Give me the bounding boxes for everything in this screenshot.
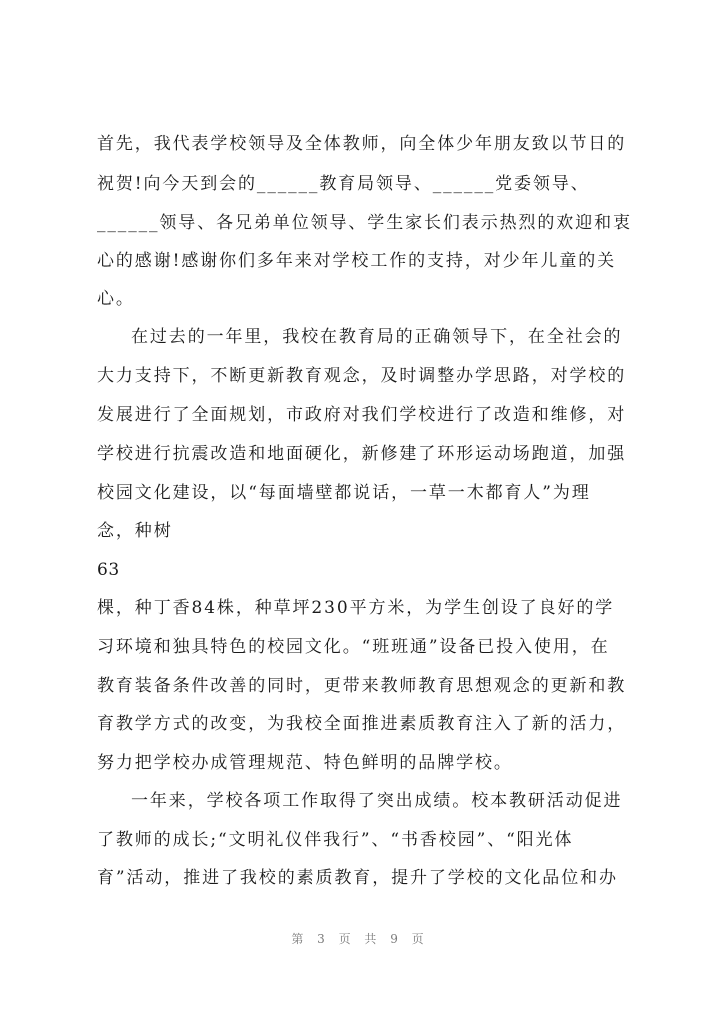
paragraph-line: 在过去的一年里，我校在教育局的正确领导下，在全社会的 bbox=[131, 327, 623, 347]
paragraph-line: 学校进行抗震改造和地面硬化，新修建了环形运动场跑道，加强 bbox=[97, 444, 627, 464]
paragraph-line: 祝贺!向今天到会的______教育局领导、______党委领导、 bbox=[97, 174, 590, 194]
paragraph-line: 一年来，学校各项工作取得了突出成绩。校本教研活动促进 bbox=[131, 791, 623, 811]
paragraph-line: 教育装备条件改善的同时，更带来教师教育思想观念的更新和教 bbox=[97, 676, 627, 696]
paragraph-line: 校园文化建设，以“每面墙壁都说话，一草一木都育人”为理 bbox=[97, 483, 591, 503]
paragraph-line: 大力支持下，不断更新教育观念，及时调整办学思路，对学校的 bbox=[97, 366, 627, 386]
paragraph-line: ______领导、各兄弟单位领导、学生家长们表示热烈的欢迎和衷 bbox=[97, 213, 632, 233]
paragraph-line: 习环境和独具特色的校园文化。“班班通”设备已投入使用，在 bbox=[97, 637, 610, 657]
paragraph-line: 心的感谢!感谢你们多年来对学校工作的支持，对少年儿童的关 bbox=[97, 251, 617, 271]
paragraph-line: 棵，种丁香84株，种草坪230平方米，为学生创设了良好的学 bbox=[97, 598, 615, 618]
paragraph-line: 了教师的成长;“文明礼仪伴我行”、“书香校园”、“阳光体 bbox=[97, 830, 574, 850]
paragraph-line: 63 bbox=[97, 560, 120, 580]
paragraph-line: 心。 bbox=[97, 289, 135, 309]
paragraph-line: 育”活动，推进了我校的素质教育，提升了学校的文化品位和办 bbox=[97, 868, 618, 888]
page-number-footer: 第 3 页 共 9 页 bbox=[291, 932, 429, 946]
paragraph-line: 育教学方式的改变，为我校全面推进素质教育注入了新的活力， bbox=[97, 714, 627, 734]
paragraph-line: 努力把学校办成管理规范、特色鲜明的品牌学校。 bbox=[97, 753, 513, 773]
paragraph-line: 念，种树 bbox=[97, 521, 173, 541]
paragraph-line: 首先，我代表学校领导及全体教师，向全体少年朋友致以节日的 bbox=[97, 134, 627, 154]
paragraph-line: 发展进行了全面规划，市政府对我们学校进行了改造和维修，对 bbox=[97, 405, 627, 425]
